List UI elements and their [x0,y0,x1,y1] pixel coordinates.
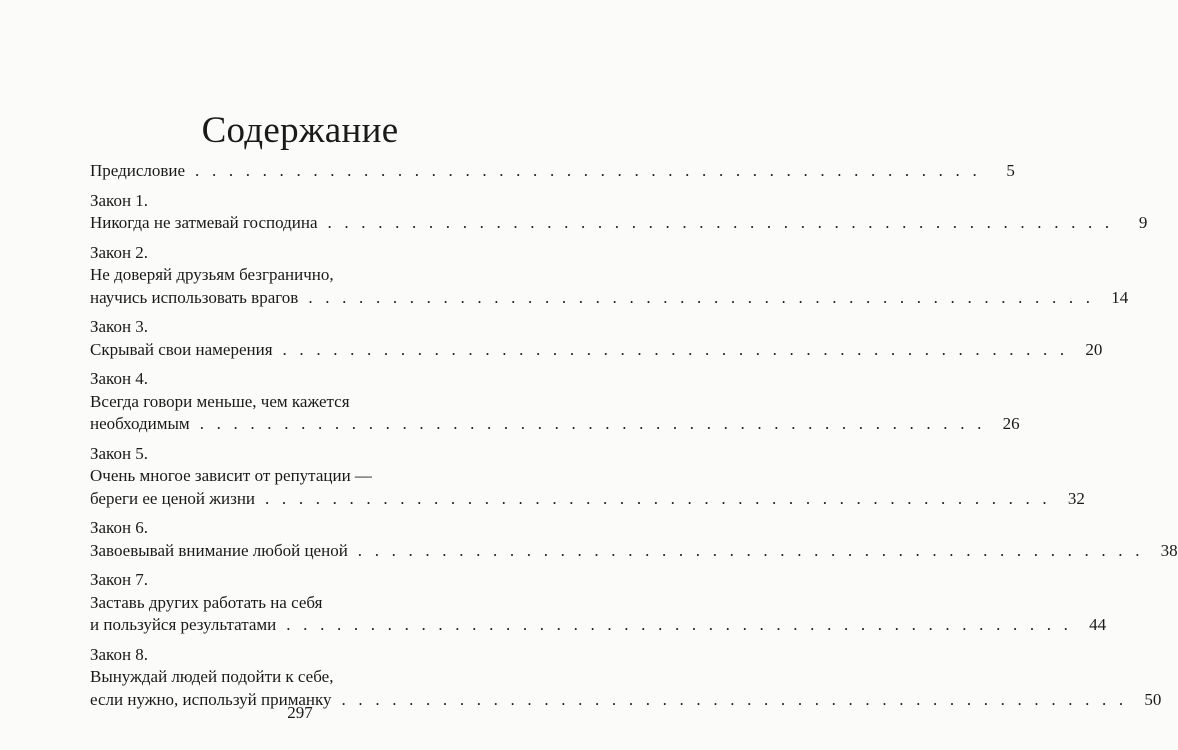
toc-entry [90,316,1103,361]
toc-page-number: 50 [1144,689,1162,709]
page-title: Содержание [201,109,399,151]
toc-page-number: 26 [1002,414,1020,433]
toc-page-number: 44 [1089,615,1107,634]
toc-entry [90,160,1015,183]
toc-page-number: 14 [1111,287,1129,307]
dot-leader: . . . . . . . . . . . . . . . . . . . . . . . . . . . . . . . . . . . . . . . . . . . . . . . [265,488,1051,508]
toc-entry-label: Закон 8. [90,644,149,664]
dot-leader: . . . . . . . . . . . . . . . . . . . . . . . . . . . . . . . . . . . . . . . . . . . . . . . [357,540,1144,560]
toc-entry-title-line: Не доверяй друзьям безгранично, [90,265,334,284]
toc-entry-leader-row [90,413,1020,436]
toc-entry-label: Закон 1. [90,190,149,210]
toc-entry-label: Закон 3. [90,317,149,336]
dot-leader: . . . . . . . . . . . . . . . . . . . . . . . . . . . . . . . . . . . . . . . . . . . . . . . [308,287,1095,307]
toc-entry-leader-row [90,160,1015,183]
dot-leader: . . . . . . . . . . . . . . . . . . . . . . . . . . . . . . . . . . . . . . . . . . . . . . . [195,161,981,180]
toc-entry [90,190,1148,235]
dot-leader: . . . . . . . . . . . . . . . . . . . . . . . . . . . . . . . . . . . . . . . . . . . . . . . [341,689,1128,709]
toc-entry-title-line: Никогда не затмевай господина [90,213,318,232]
toc-entry-label: Закон 7. [90,570,149,589]
toc-entry-leader-row [90,540,1178,563]
page-number: 297 [287,703,313,722]
toc-page-number: 20 [1085,339,1103,359]
toc-entry-title-line: Вынуждай людей подойти к себе, [90,667,334,686]
toc-page-number: 5 [1006,161,1015,180]
toc-entry-title-line: необходимым [90,414,190,433]
toc-entry-title-line: и пользуйся результатами [90,615,277,634]
toc-entry-title-line: Завоевывай внимание любой ценой [90,540,348,560]
toc-entry-title-line: Скрывай свои намерения [90,339,273,359]
toc-entry-leader-row [90,488,1085,511]
toc-entry [90,368,1020,436]
toc-entry-title-line: Предисловие [90,161,186,180]
toc-entry-leader-row [90,287,1129,310]
toc-entry [90,443,1085,511]
dot-leader: . . . . . . . . . . . . . . . . . . . . . . . . . . . . . . . . . . . . . . . . . . . . . . . [327,213,1114,232]
toc-entry [90,242,1129,310]
toc-entry [90,517,1178,562]
toc-entry-title-line: Всегда говори меньше, чем кажется [90,391,350,411]
toc-entry-title-line: береги ее ценой жизни [90,488,256,508]
toc-entry-leader-row [90,212,1148,235]
toc-page-number: 38 [1160,540,1178,560]
toc-page-number: 32 [1067,488,1085,508]
toc-entry-label: Закон 4. [90,369,149,388]
dot-leader: . . . . . . . . . . . . . . . . . . . . . . . . . . . . . . . . . . . . . . . . . . . . . . . [199,414,986,433]
toc-entry-leader-row [90,614,1107,637]
toc-entry-label: Закон 6. [90,518,149,537]
dot-leader: . . . . . . . . . . . . . . . . . . . . . . . . . . . . . . . . . . . . . . . . . . . . . . . [286,615,1073,634]
toc-entry-label: Закон 5. [90,443,149,463]
toc-entry-title-line: научись использовать врагов [90,287,299,307]
toc-entry-title-line: Очень многое зависит от репутации — [90,466,372,485]
toc-entry [90,569,1107,637]
toc-entry-leader-row [90,339,1103,362]
toc-entry-title-line: Заставь других работать на себя [90,592,323,612]
toc-page-number: 9 [1138,213,1148,232]
toc-entry-label: Закон 2. [90,242,149,262]
toc-entry-title-line: если нужно, используй приманку [90,689,332,709]
toc-entry [90,644,1162,712]
table-of-contents [90,160,1178,718]
dot-leader: . . . . . . . . . . . . . . . . . . . . . . . . . . . . . . . . . . . . . . . . . . . . . . . [282,339,1069,359]
